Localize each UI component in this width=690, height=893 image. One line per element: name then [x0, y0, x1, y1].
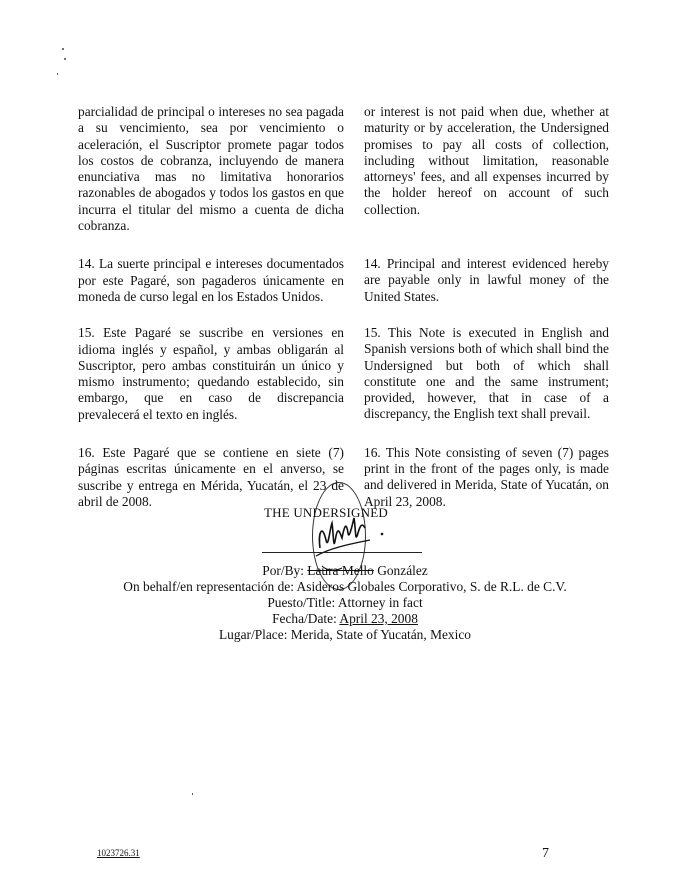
by-name-rest: González: [373, 563, 428, 578]
page-number: 7: [542, 846, 549, 861]
signature-line: [262, 552, 422, 553]
title-line: Puesto/Title: Attorney in fact: [267, 595, 423, 610]
spanish-paragraph-continued: parcialidad de principal o intereses no sea pagada a su vencimiento, sea por vencimiento o aceleración, el Suscriptor promete pagar todos los costos de cobranza, incluyendo de manera enunciativa mas no limitativa honorarios razonables de abogados y todos los gastos en que incurra el titular del mismo a cuenta de dicha cobranza.: [78, 104, 344, 234]
document-id: 1023726.31: [97, 848, 140, 858]
spanish-column: [78, 104, 344, 532]
date-line: [0, 611, 690, 627]
scan-speck: [64, 58, 66, 60]
undersigned-header: THE UNDERSIGNED: [264, 505, 388, 520]
scan-speck: [62, 48, 64, 50]
by-name-struck: Laura Mello: [307, 563, 374, 578]
scan-speck: [192, 793, 193, 795]
english-paragraph-16: 16. This Note consisting of seven (7) pages print in the front of the pages only, is made and delivered in Merida, State of Yucatán, on April 23, 2008.: [364, 444, 609, 509]
english-paragraph-14: 14. Principal and interest evidenced hereby are payable only in lawful money of the United States.: [364, 256, 609, 304]
spanish-paragraph-16: 16. Este Pagaré que se contiene en siete (7) páginas escritas únicamente en el anverso, se suscribe y entrega en Mérida, Yucatán, el 23 de abril de 2008.: [78, 445, 344, 509]
on-behalf-line: On behalf/en representación de: Asideros Globales Corporativo, S. de R.L. de C.V.: [123, 579, 567, 594]
spanish-paragraph-14: 14. La suerte principal e intereses documentados por este Pagaré, son pagaderos únicamente en moneda de curso legal en los Estados Unidos.: [78, 256, 344, 304]
spanish-paragraph-15: 15. Este Pagaré se suscribe en versiones en idioma inglés y español, y ambas obligarán al Suscriptor, pero ambas constituirán un único y mismo instrumento; quedando establecido, sin embargo, que en caso de discrepancia prevalecerá el texto en inglés.: [78, 325, 344, 422]
english-column: [364, 104, 609, 532]
place-line: Lugar/Place: Merida, State of Yucatán, Mexico: [219, 627, 471, 642]
scan-speck: [57, 73, 58, 75]
date-value: April 23, 2008: [339, 611, 418, 626]
english-paragraph-15: 15. This Note is executed in English and Spanish versions both of which shall bind the Undersigned but both of which shall constitute one and the same instrument; provided, however, that in case of a discrepancy, the English text shall prevail.: [364, 324, 609, 422]
signed-by-line: [0, 563, 690, 579]
english-paragraph-continued: or interest is not paid when due, whether at maturity or by acceleration, the Undersigned promises to pay all costs of collection, including without limitation, reasonable attorneys' fees, and all expenses incurred by the holder hereof on account of such collection.: [364, 104, 609, 217]
date-label: Fecha/Date:: [272, 611, 340, 626]
by-label: Por/By:: [262, 563, 308, 578]
